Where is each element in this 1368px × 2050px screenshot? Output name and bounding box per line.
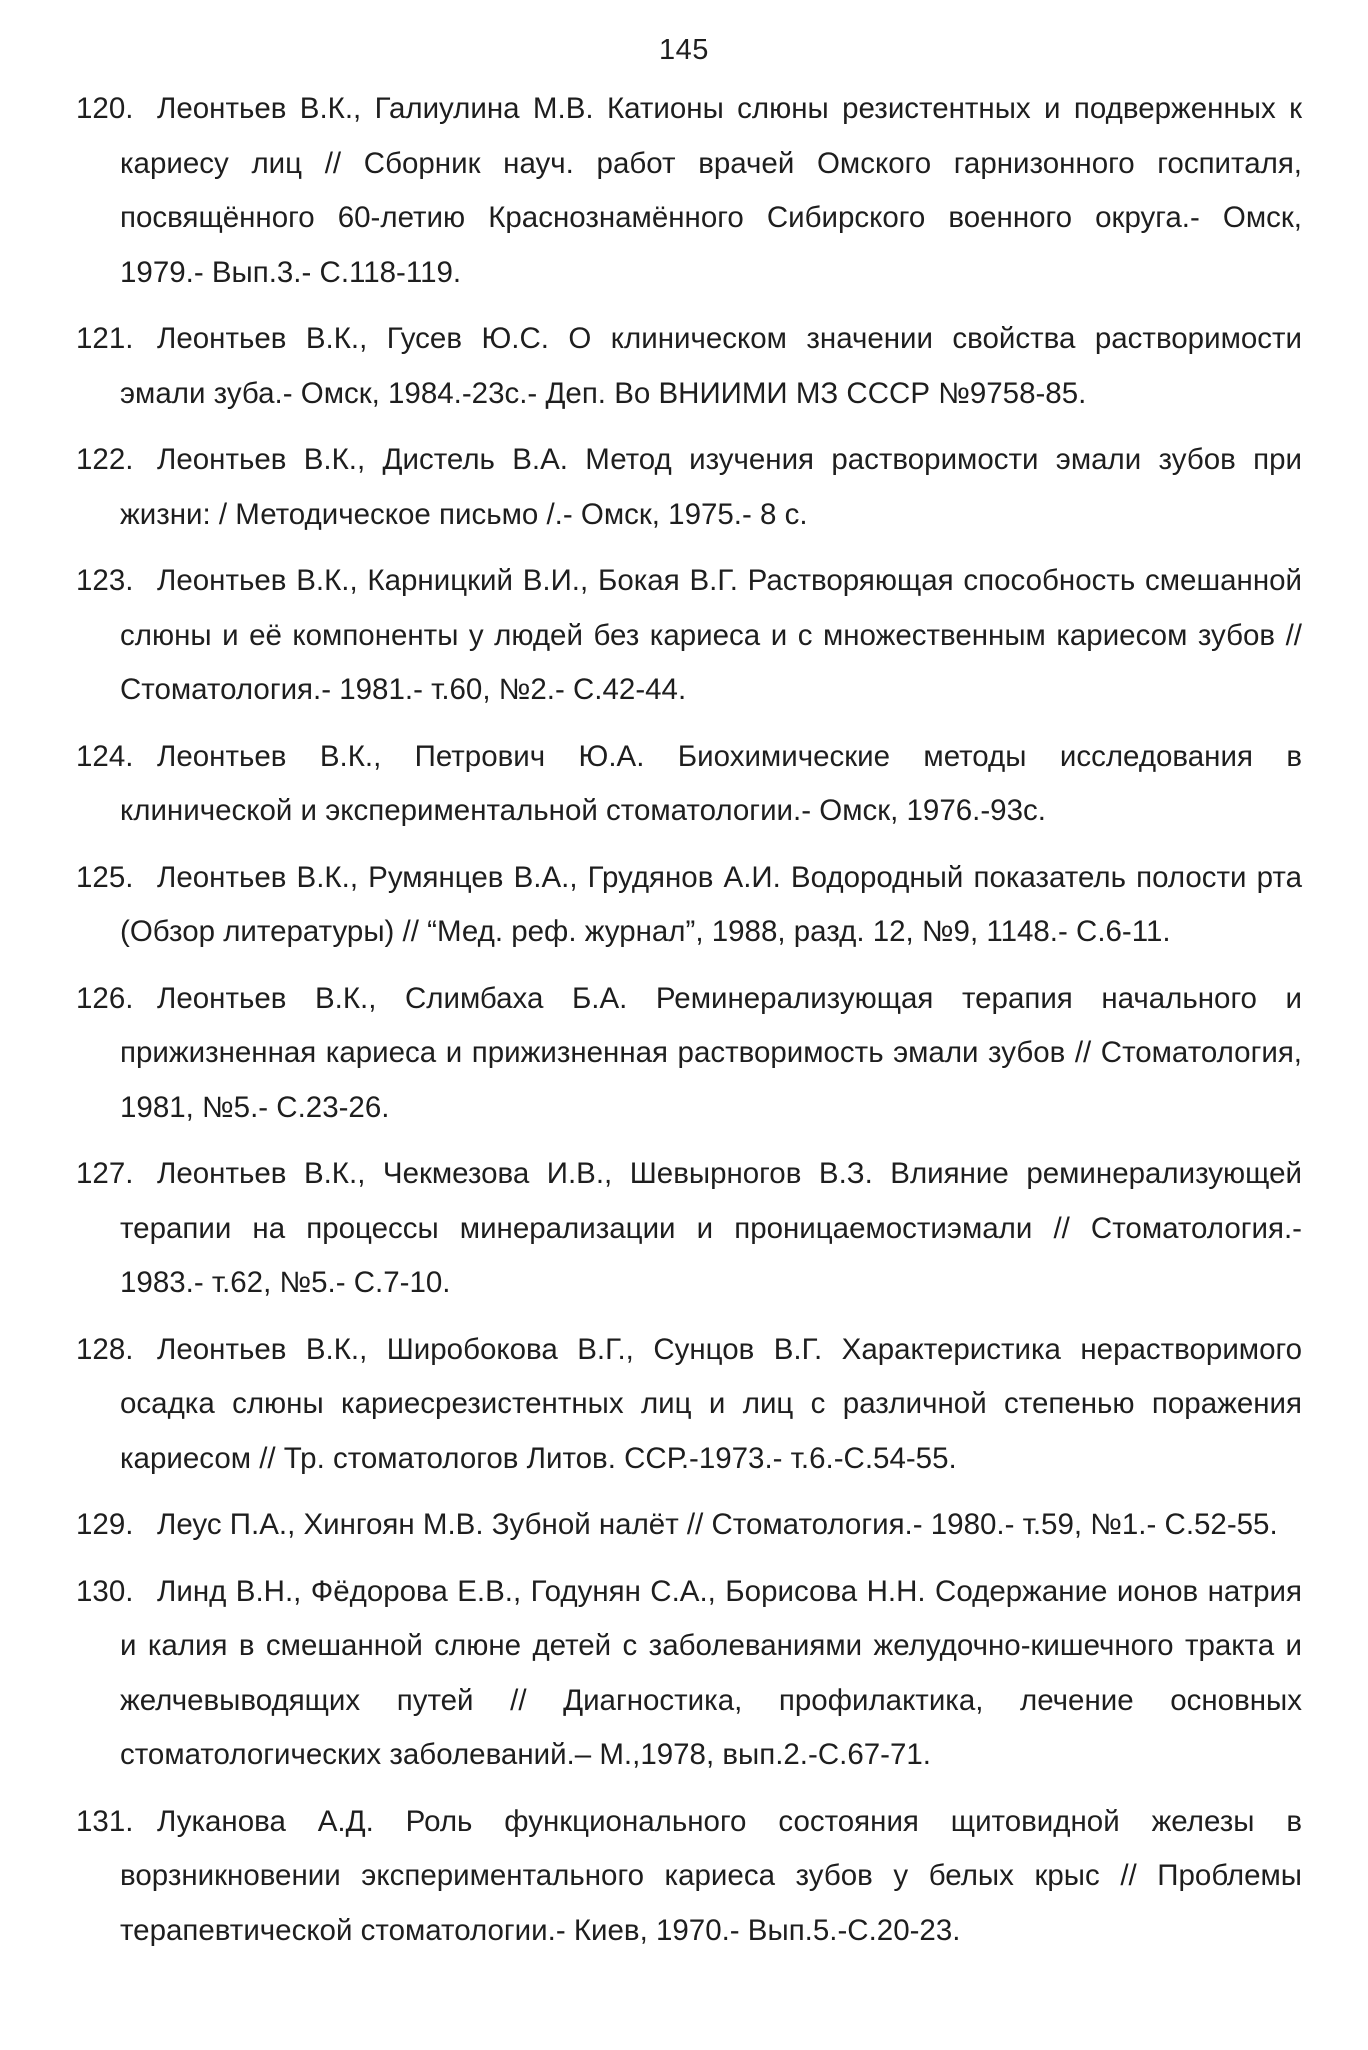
page-number: 145	[659, 34, 709, 66]
reference-text: Леонтьев В.К., Румянцев В.А., Грудянов А.И. Водородный показатель полости рта (Обзор литературы) // “Мед. реф. журнал”, 1988, разд. 12, №9, 1148.- С.6-11.	[120, 860, 1302, 948]
reference-item	[78, 554, 1302, 718]
reference-text: Леонтьев В.К., Широбокова В.Г., Сунцов В.Г. Характеристика нерастворимого осадка слюны кариесрезистентных лиц и лиц с различной степенью поражения кариесом // Тр. стоматологов Литов. ССР.-1973.- т.6.-С.54-55.	[120, 1332, 1302, 1475]
reference-item	[78, 1323, 1302, 1487]
reference-text: Леус П.А., Хингоян М.В. Зубной налёт // Стоматология.- 1980.- т.59, №1.- С.52-55.	[157, 1508, 1278, 1541]
reference-text: Леонтьев В.К., Галиулина М.В. Катионы слюны резистентных и подверженных к кариесу лиц // Сборник науч. работ врачей Омского гарнизонного госпиталя, посвящённого 60-летию Краснознамённого Сибирского военного округа.- Омск, 1979.- Вып.3.- С.118-119.	[120, 92, 1302, 289]
reference-item	[78, 972, 1302, 1136]
reference-number: 127.	[76, 1157, 134, 1190]
reference-item	[78, 851, 1302, 960]
reference-list	[78, 82, 1302, 1970]
reference-item	[78, 312, 1302, 421]
reference-item	[78, 1147, 1302, 1311]
reference-number: 122.	[76, 443, 134, 476]
reference-number: 128.	[76, 1332, 134, 1366]
reference-text: Луканова А.Д. Роль функционального состояния щитовидной железы в ворзникновении экспериментального кариеса зубов у белых крыс // Проблемы терапевтической стоматологии.- Киев, 1970.- Вып.5.-С.20-23.	[120, 1804, 1302, 1947]
reference-number: 124.	[76, 739, 134, 773]
reference-number: 129.	[76, 1508, 134, 1541]
reference-number: 131.	[76, 1804, 134, 1838]
reference-item	[78, 82, 1302, 300]
reference-number: 120.	[76, 92, 134, 125]
reference-number: 123.	[76, 564, 134, 597]
reference-text: Леонтьев В.К., Гусев Ю.С. О клиническом значении свойства растворимости эмали зуба.- Омск, 1984.-23с.- Деп. Во ВНИИМИ МЗ СССР №9758-85.	[120, 322, 1302, 410]
reference-number: 130.	[76, 1574, 134, 1608]
reference-number: 125.	[76, 860, 134, 894]
reference-text: Леонтьев В.К., Карницкий В.И., Бокая В.Г. Растворяющая способность смешанной слюны и её компоненты у людей без кариеса и с множественным кариесом зубов // Стоматология.- 1981.- т.60, №2.- С.42-44.	[120, 564, 1302, 706]
reference-number: 126.	[76, 981, 134, 1015]
reference-item	[78, 1565, 1302, 1783]
reference-item	[78, 1795, 1302, 1959]
reference-text: Леонтьев В.К., Чекмезова И.В., Шевырногов В.З. Влияние реминерализующей терапии на процессы минерализации и проницаемостиэмали // Стоматология.- 1983.- т.62, №5.- С.7-10.	[120, 1157, 1302, 1299]
reference-number: 121.	[76, 322, 134, 355]
reference-text: Леонтьев В.К., Дистель В.А. Метод изучения растворимости эмали зубов при жизни: / Методическое письмо /.- Омск, 1975.- 8 с.	[120, 443, 1302, 531]
reference-item	[78, 433, 1302, 542]
reference-text: Леонтьев В.К., Слимбаха Б.А. Реминерализующая терапия начального и прижизненная кариеса и прижизненная растворимость эмали зубов // Стоматология, 1981, №5.- С.23-26.	[120, 981, 1302, 1124]
reference-text: Линд В.Н., Фёдорова Е.В., Годунян С.А., Борисова Н.Н. Содержание ионов натрия и калия в смешанной слюне детей с заболеваниями желудочно-кишечного тракта и желчевыводящих путей // Диагностика, профилактика, лечение основных стоматологических заболеваний.– М.,1978, вып.2.-С.67-71.	[120, 1574, 1302, 1771]
reference-item	[78, 730, 1302, 839]
reference-item	[78, 1498, 1302, 1553]
reference-text: Леонтьев В.К., Петрович Ю.А. Биохимические методы исследования в клинической и экспериментальной стоматологии.- Омск, 1976.-93с.	[120, 739, 1302, 827]
